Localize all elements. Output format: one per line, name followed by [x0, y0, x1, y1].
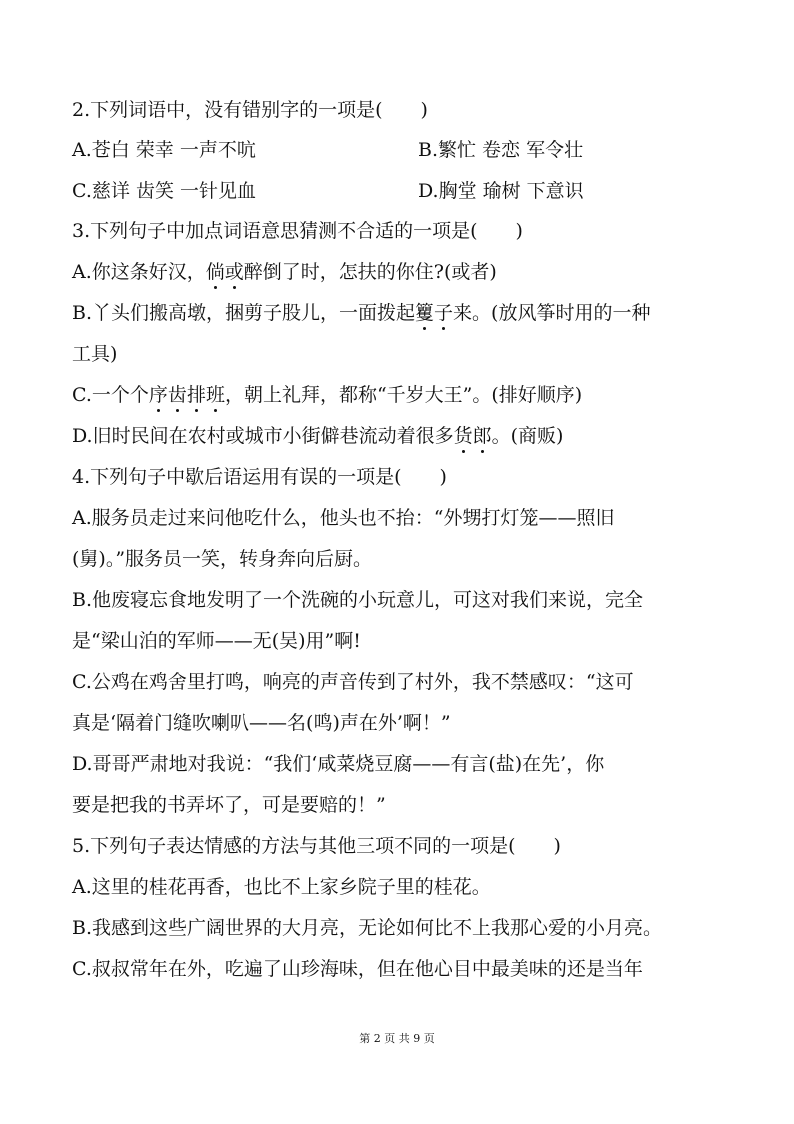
emphasis-char: 或 — [225, 258, 244, 286]
emphasis-char: 班 — [206, 381, 225, 409]
question-3-stem: 3.下列句子中加点词语意思猜测不合适的一项是( ) — [72, 220, 523, 242]
q4-option-b-cont: 是“梁山泊的军师——无(吴)用”啊! — [72, 630, 361, 652]
q4-option-c-cont: 真是‘隔着门缝吹喇叭——名(鸣)声在外’啊！” — [72, 712, 451, 734]
q4-option-b: B.他废寝忘食地发明了一个洗碗的小玩意儿，可这对我们来说，完全 — [72, 589, 644, 611]
q2-option-a: A.苍白 荣幸 一声不吭 — [72, 139, 256, 161]
q3-option-d: D.旧时民间在农村或城市小街僻巷流动着很多货郎。(商贩) — [72, 422, 722, 450]
q3-option-b: B.丫头们搬高墩，捆剪子股儿，一面拨起籰子来。(放风筝时用的一种 — [72, 299, 722, 327]
question-4-stem: 4.下列句子中歇后语运用有误的一项是( ) — [72, 466, 447, 488]
q3-option-a: A.你这条好汉，倘或醉倒了时，怎扶的你住?(或者) — [72, 258, 722, 286]
q3-option-b-cont: 工具) — [72, 343, 118, 365]
q4-option-c: C.公鸡在鸡舍里打鸣，响亮的声音传到了村外，我不禁感叹：“这可 — [72, 671, 634, 693]
question-2-stem: 2.下列词语中，没有错别字的一项是( ) — [72, 99, 428, 121]
q4-option-a: A.服务员走过来问他吃什么，他头也不抬：“外甥打灯笼——照旧 — [72, 507, 615, 529]
page-number-footer: 第 2 页 共 9 页 — [359, 1032, 435, 1045]
emphasis-char: 排 — [187, 381, 206, 409]
q4-option-a-cont: (舅)。”服务员一笑，转身奔向后厨。 — [72, 548, 373, 570]
q2-option-d: D.胸堂 瑜树 下意识 — [418, 180, 584, 202]
q5-option-b: B.我感到这些广阔世界的大月亮，无论如何比不上我那心爱的小月亮。 — [72, 917, 663, 939]
emphasis-char: 货 — [454, 422, 473, 450]
q5-option-c: C.叔叔常年在外，吃遍了山珍海味，但在他心目中最美味的还是当年 — [72, 958, 643, 980]
q3-option-c: C.一个个序齿排班，朝上礼拜，都称“千岁大王”。(排好顺序) — [72, 381, 722, 409]
question-5-stem: 5.下列句子表达情感的方法与其他三项不同的一项是( ) — [72, 835, 561, 857]
q2-option-b: B.繁忙 卷恋 军令壮 — [418, 139, 584, 161]
q4-option-d-cont: 要是把我的书弄坏了，可是要赔的！” — [72, 794, 386, 816]
emphasis-char: 籰 — [415, 299, 434, 327]
q2-option-c: C.慈详 齿笑 一针见血 — [72, 180, 256, 202]
emphasis-char: 倘 — [206, 258, 225, 286]
emphasis-char: 齿 — [168, 381, 187, 409]
q4-option-d: D.哥哥严肃地对我说：“我们‘咸菜烧豆腐——有言(盐)在先’，你 — [72, 753, 605, 775]
emphasis-char: 郎 — [473, 422, 492, 450]
emphasis-char: 子 — [434, 299, 453, 327]
emphasis-char: 序 — [149, 381, 168, 409]
q5-option-a: A.这里的桂花再香，也比不上家乡院子里的桂花。 — [72, 876, 491, 898]
